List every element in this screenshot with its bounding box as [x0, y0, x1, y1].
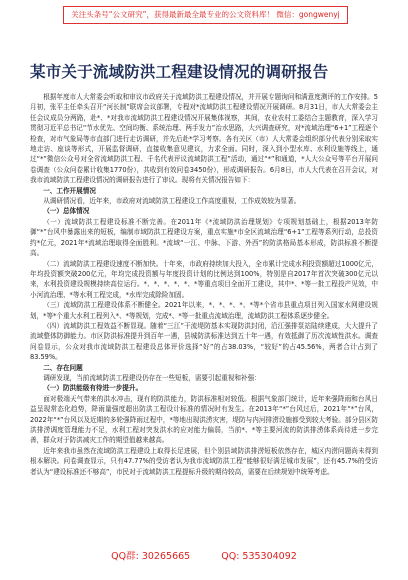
qq-group-label: QQ群: 30265665 — [111, 551, 191, 562]
paragraph: （一）流域防洪工程建设标准不断完善。在2011年《*流域防洪治理规划》专项规划基础上，根据2013年防御“*”台风中暴露出来的短板，编制市域防洪工程建设方案，重点实施*市全区流域治理“6+1”工程等系列行动，总投资约*亿元，2021年*流域治理取得全面胜利。*流域“一江、中脉、下游、外西”的防洪格局基本形成，防洪标准不断提高。 — [30, 217, 378, 258]
paragraph: 从调研情况看，近年来，市政府对流域防洪工程建设工作高度重视，工作成效较为显著。 — [43, 197, 301, 206]
subsection-heading: （一）防洪能级有待进一步提升。 — [43, 384, 143, 393]
paragraph: 面对极端天气带来的洪水冲击，现有的防洪能力，防洪标准相对较低。根据气象部门统计，近年来强降雨和台风日益呈现常态化趋势，降雨量强度超出防洪工程设计标准的情况时有发生。在2013年“*”台风过后，2021年“*”台风，2022年“*”台风以及近期的多轮强降雨过程中，*等地出现洪涝灾害，堤防与内河排涝设施都受到较大考验。部分县区防洪排涝调度管理能力不足，水利工程对突发洪水的应对能力偏弱，当前*、*等主要河流的防洪排涝体系尚待进一步完善，群众对于防洪减灾工作的期望值越来越高。 — [30, 394, 378, 445]
paragraph: （三）流域防洪工程建设体系不断健全。2021年以来，*、*、*、*、*等*个省市县重点项目列入国家水网建设规划，*等*个重大水利工程列入*、*等规划，完成*、*等一批重点流域治理，流域防洪工程体系逐步健全。 — [30, 301, 378, 320]
footer-contact — [0, 548, 408, 562]
page-title: 某市关于流域防洪工程建设情况的调研报告 — [30, 63, 329, 81]
promo-banner: 关注头条号“公文研究”，获得最新最全最专业的公文资料库！ 微信：gongwenyj — [63, 6, 348, 24]
paragraph: 根据年度市人大常委会听取和审议市政府关于流域防洪工程建设情况，并开展专题询问和满意度测评的工作安排。5月初，张平主任牵头召开“河长制”联席会议部署，专程对*流域防洪工程建设情况开展调研。8月31日，市人大常委会主任会议成员分两路，赴*、*对我市流域防洪工程建设情况开展集体视察，其间，农业农村工委结合主题教育，深入学习贯彻习近平总书记“节水优先、空间均衡、系统治理、两手发力”治水思路，大兴调查研究，对*流域治理“6+1”工程逐个检查，对市气象局等市直部门进行走访调研，并先后赴*学习考察。各有关区（市）人大常委会组织部分代表分别采取实地走访、座谈等形式，开展监督调研，直接收集意见建议，力求全面。同时，深入到小型水库、水利设施等线上，通过“*”微信公众号对全省流域防洪工程、千名代表评议流域防洪工程”活动，通过“*”和通道，*人大公众号等平台开展问卷调查（公众问卷累计收集1770份），共收到有效问卷3450份），形成调研报告。6月8日，市人大代表在召开会议，对我市流域防洪工程建设情况的调研报告进行了审议。现将有关情况报告如下： — [30, 93, 378, 185]
paragraph: 近年来我市虽然在流域防洪工程建设上取得长足进展，但个别县域防洪排涝短板依然存在，城区内涝问题尚未得到根本解决。问卷调查显示，只有47.77%的受访者认为我市流域防洪工程“能够很好满足城市发展”，还有45.7%的受访者认为“建设标准还不够高”，市民对于流域防洪工程提标升级的期待较高，需要在后续规划中统筹考虑。 — [30, 446, 378, 476]
section-heading: 二、存在问题 — [43, 363, 83, 372]
paragraph: （二）流域防洪工程建设速度不断加快。十年来，市政府持续加大投入，全市累计完成水利投资额超过1000亿元，年均投资额突破200亿元，年均完成投资额与年度投资计划的比例达到100%，特别是自2017年首次突破300亿元以来，水利投资建设规模持续高位运行。*、*、*、*、*、*等重点项目全面开工建设，其中*、*等一批工程投产见效，中小河流治理、*等水利工程完成，*水库完成除险加固。 — [30, 259, 378, 299]
section-heading: 一、工作开展情况 — [43, 186, 96, 195]
paragraph: 调研发现，当前流域防洪工程建设仍存在一些短板，需要引起重视和补强： — [43, 373, 261, 382]
subsection-heading: （一）总体情况 — [43, 207, 90, 216]
paragraph: （四）流域防洪工程效益不断显现。随着“三江”干流堤防基本实现防洪封闭，沿江强排泵站陆续建成，大大提升了流域整体防御能力。市区防洪标准提升到百年一遇，县城防洪标准达到五十年一遇，有效抵御了历次流域性洪水。调查问卷显示，公众对我市流域防洪工程建设总体评价选择“好”的占38.03%，“较好”的占45.56%，两者合计占到了83.59%。 — [30, 321, 378, 362]
qq-number-label: QQ: 535304092 — [221, 551, 297, 562]
document-body — [30, 92, 378, 477]
